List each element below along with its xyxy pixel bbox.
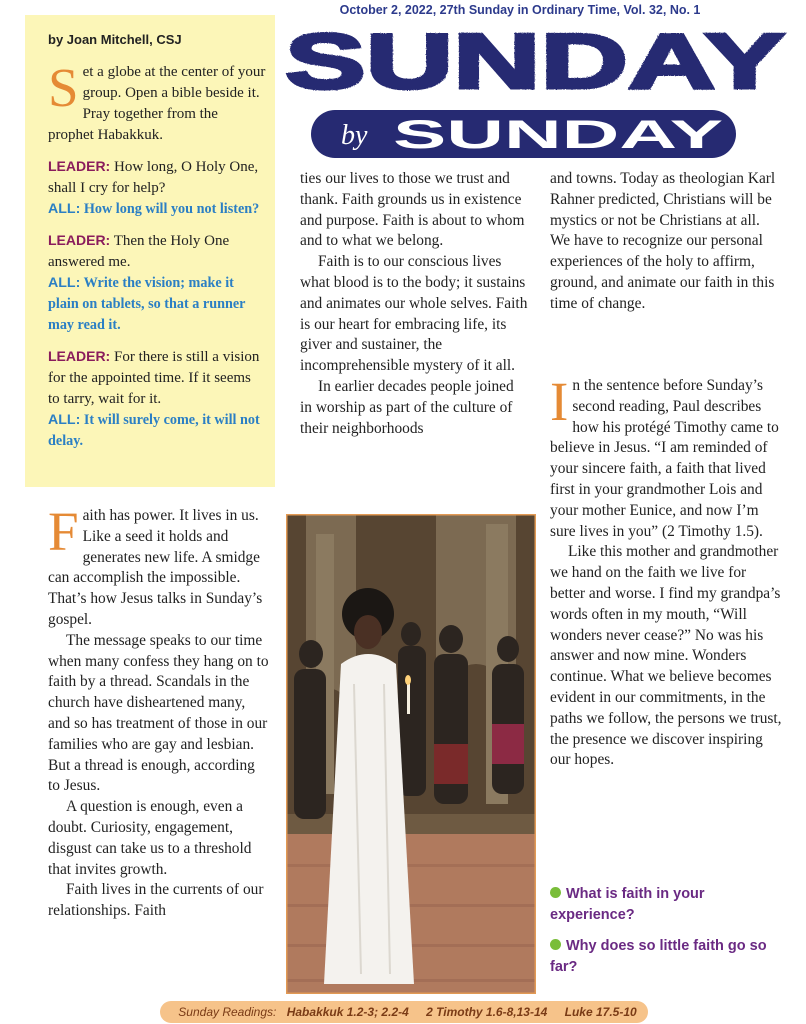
article-paragraph: In earlier decades people joined in worship as part of the culture of their neighborhoods bbox=[300, 377, 514, 437]
article-paragraph: Faith is to our conscious lives what blood is to the body; it sustains and animates our whole selves. Faith is our heart for embracing life, its giver and sustainer, the incomprehensible mystery of it all. bbox=[300, 253, 528, 375]
reading-3: Luke 17.5-10 bbox=[564, 1005, 637, 1019]
article-paragraph: In the sentence before Sunday’s second reading, Paul describes how his protégé Timothy came to believe in Jesus. “I am reminded of your sincere faith, a faith that lived first in your grandmother Lois and your mother Eunice, and now I’m sure lives in you” (2 Timothy 1.5). bbox=[550, 371, 779, 540]
article-column-3-continued bbox=[550, 371, 782, 771]
drop-cap: S bbox=[48, 57, 79, 118]
reading-2: 2 Timothy 1.6-8,13-14 bbox=[426, 1005, 548, 1019]
prayer-exchange: LEADER: Then the Holy One answered me. ALL: Write the vision; make it plain on tablets, so that a runner may read it. bbox=[48, 232, 246, 333]
prayer-exchange: LEADER: How long, O Holy One, shall I cry for help? ALL: How long will you not listen? bbox=[48, 158, 260, 217]
readings-label: Sunday Readings: bbox=[178, 1005, 277, 1019]
masthead-top: SUNDAY bbox=[285, 30, 785, 105]
issue-line: October 2, 2022, 27th Sunday in Ordinary Time, Vol. 32, No. 1 bbox=[339, 3, 701, 17]
worship-photo bbox=[286, 514, 536, 994]
article-paragraph: Faith has power. It lives in us. Like a seed it holds and generates new life. A smidge can accomplish the impossible. That’s how Jesus talks in Sunday’s gospel. bbox=[48, 501, 263, 628]
readings-footer bbox=[160, 1001, 648, 1023]
article-paragraph: Like this mother and grandmother we hand on the faith we live for better and worse. I find my grandpa’s words often in my mouth, “Will wonders never cease?” No was his answer and now mine. Wonders continue. What we believe becomes evident in our commitments, in the paths we follow, the persons we trust, the presence we discover inspiring our hopes. bbox=[550, 543, 782, 769]
byline: by Joan Mitchell, CSJ bbox=[48, 32, 182, 47]
question-item: What is faith in your experience? bbox=[550, 886, 705, 923]
prayer-exchange: LEADER: For there is still a vision for the appointed time. If it seems to tarry, wait for it. ALL: It will surely come, it will not delay. bbox=[48, 348, 260, 449]
reading-1: Habakkuk 1.2-3; 2.2-4 bbox=[286, 1005, 409, 1019]
article-paragraph: A question is enough, even a doubt. Curiosity, engagement, disgust can take us to a threshold that invites growth. bbox=[48, 798, 252, 878]
article-column-3 bbox=[550, 169, 782, 315]
bullet-icon bbox=[550, 887, 561, 898]
question-item: Why does so little faith go so far? bbox=[550, 938, 767, 975]
article-paragraph: The message speaks to our time when many confess they hang on to faith by a thread. Scandals in the church have disheartened many, and so has treatment of those in our families who are gay and lesbian. But a thread is enough, according to Jesus. bbox=[48, 631, 269, 795]
article-paragraph: ties our lives to those we trust and thank. Faith grounds us in existence and purpose. Faith is about to whom and to what we belong. bbox=[300, 170, 525, 250]
bullet-icon bbox=[550, 939, 561, 950]
article-paragraph: and towns. Today as theologian Karl Rahner predicted, Christians will be mystics or not be Christians at all. We have to recognize our personal experiences of the holy to affirm, ground, and animate our faith in this time of change. bbox=[550, 170, 776, 312]
discussion-questions bbox=[550, 884, 780, 988]
article-column-1 bbox=[48, 501, 270, 922]
drop-cap: I bbox=[550, 371, 569, 432]
masthead-bottom: SUNDAY bbox=[393, 113, 724, 157]
masthead-logo bbox=[283, 30, 788, 162]
article-paragraph: Faith lives in the currents of our relationships. Faith bbox=[48, 881, 264, 920]
prayer-section bbox=[48, 57, 266, 462]
article-column-2 bbox=[300, 169, 528, 439]
drop-cap: F bbox=[48, 501, 79, 562]
masthead-by: by bbox=[341, 120, 368, 151]
intro-paragraph: Set a globe at the center of your group. Open a bible beside it. Pray together from the prophet Habakkuk. bbox=[48, 57, 266, 143]
